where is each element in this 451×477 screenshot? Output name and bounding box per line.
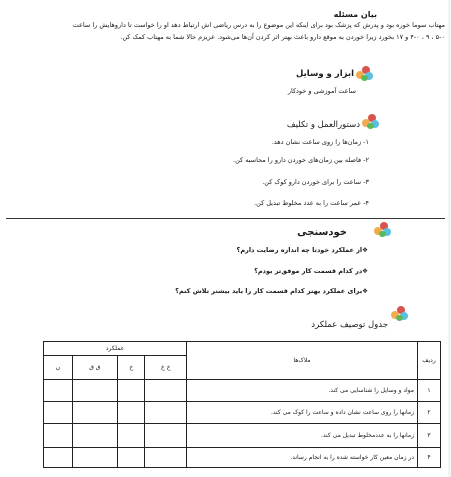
level-header: خ — [118, 356, 145, 380]
instruction-item-2: ۲- فاصله بین زمان‌های خوردن دارو را محاسبه کن. — [233, 156, 369, 164]
score-cell[interactable] — [44, 402, 73, 424]
section-divider — [6, 218, 445, 219]
score-cell[interactable] — [118, 402, 145, 424]
row-number: ۱ — [418, 380, 441, 402]
self-assessment-title: خودسنجی — [297, 227, 347, 238]
score-cell[interactable] — [145, 380, 187, 402]
problem-title: بیان مسئله — [333, 10, 377, 19]
performance-table — [43, 341, 441, 468]
table-row — [44, 424, 441, 448]
score-cell[interactable] — [44, 424, 73, 448]
score-cell[interactable] — [44, 380, 73, 402]
criteria-cell: زمانها را به عددمخلوط تبدیل می کند. — [187, 424, 418, 448]
score-cell[interactable] — [72, 448, 118, 468]
instruction-item-3: ۳- ساعت را برای خوردن دارو کوک کن. — [262, 178, 369, 186]
table-title: جدول توصیف عملکرد — [311, 320, 388, 330]
bullet-icon — [391, 306, 411, 322]
performance-header: عملکرد — [44, 342, 187, 356]
criteria-cell: در زمان معین کار خواسته شده را به انجام رساند. — [187, 448, 418, 468]
self-assessment-item-3: ❖برای عملکرد بهتر کدام قسمت کار را باید بیشتر تلاش کنم؟ — [175, 287, 368, 295]
criteria-header: ملاک‌ها — [187, 342, 418, 380]
level-header: ن — [44, 356, 73, 380]
level-header: خ خ — [145, 356, 187, 380]
problem-text-line-1: مهتاب سوما خوره بود و پدرش که پزشک بود برای اینکه این موضوع را به درس ریاضی اش ارتباط دهد او را خواست تا داروهایش را ساعت — [72, 21, 445, 29]
instructions-title: دستورالعمل و تکلیف — [286, 120, 360, 130]
self-assessment-item-2: ❖در کدام قسمت کار موفق‌تر بودم؟ — [254, 267, 368, 275]
score-cell[interactable] — [118, 424, 145, 448]
criteria-cell: زمانها را روی ساعت نشان داده و ساعت را کوک می کند. — [187, 402, 418, 424]
level-header: ق ق — [72, 356, 118, 380]
score-cell[interactable] — [118, 380, 145, 402]
table-row — [44, 380, 441, 402]
score-cell[interactable] — [72, 380, 118, 402]
row-number: ۴ — [418, 448, 441, 468]
instruction-item-4: ۴- عمر ساعت را به عدد مخلوط تبدیل کن. — [254, 199, 369, 207]
table-row — [44, 448, 441, 468]
bullet-icon — [356, 66, 376, 82]
score-cell[interactable] — [145, 424, 187, 448]
tools-title: ابزار و وسایل — [295, 69, 354, 79]
row-number: ۲ — [418, 402, 441, 424]
row-number-header: ردیف — [418, 342, 441, 380]
bullet-icon — [362, 114, 382, 130]
score-cell[interactable] — [145, 402, 187, 424]
score-cell[interactable] — [145, 448, 187, 468]
score-cell[interactable] — [44, 448, 73, 468]
score-cell[interactable] — [118, 448, 145, 468]
row-number: ۳ — [418, 424, 441, 448]
criteria-cell: مواد و وسایل را شناسایی می کند. — [187, 380, 418, 402]
problem-text-line-2: ۵-۰ ، ۹ ، ۴-۰ و ۱۷ بخورد زیرا خوردن به موقع دارو باعث بهتر اثر کردن آن‌ها می‌شود. عزیزم حالا شما به مهتاب کمک کن. — [120, 33, 445, 41]
tools-text: ساعت آموزشی و خودکار — [287, 87, 356, 95]
bullet-icon — [374, 222, 394, 238]
score-cell[interactable] — [72, 424, 118, 448]
score-cell[interactable] — [72, 402, 118, 424]
instruction-item-1: ۱- زمان‌ها را روی ساعت نشان دهد. — [271, 138, 369, 146]
table-row — [44, 402, 441, 424]
self-assessment-item-1: ❖از عملکرد خودتا چه اندازه رضایت دارم؟ — [236, 246, 368, 254]
